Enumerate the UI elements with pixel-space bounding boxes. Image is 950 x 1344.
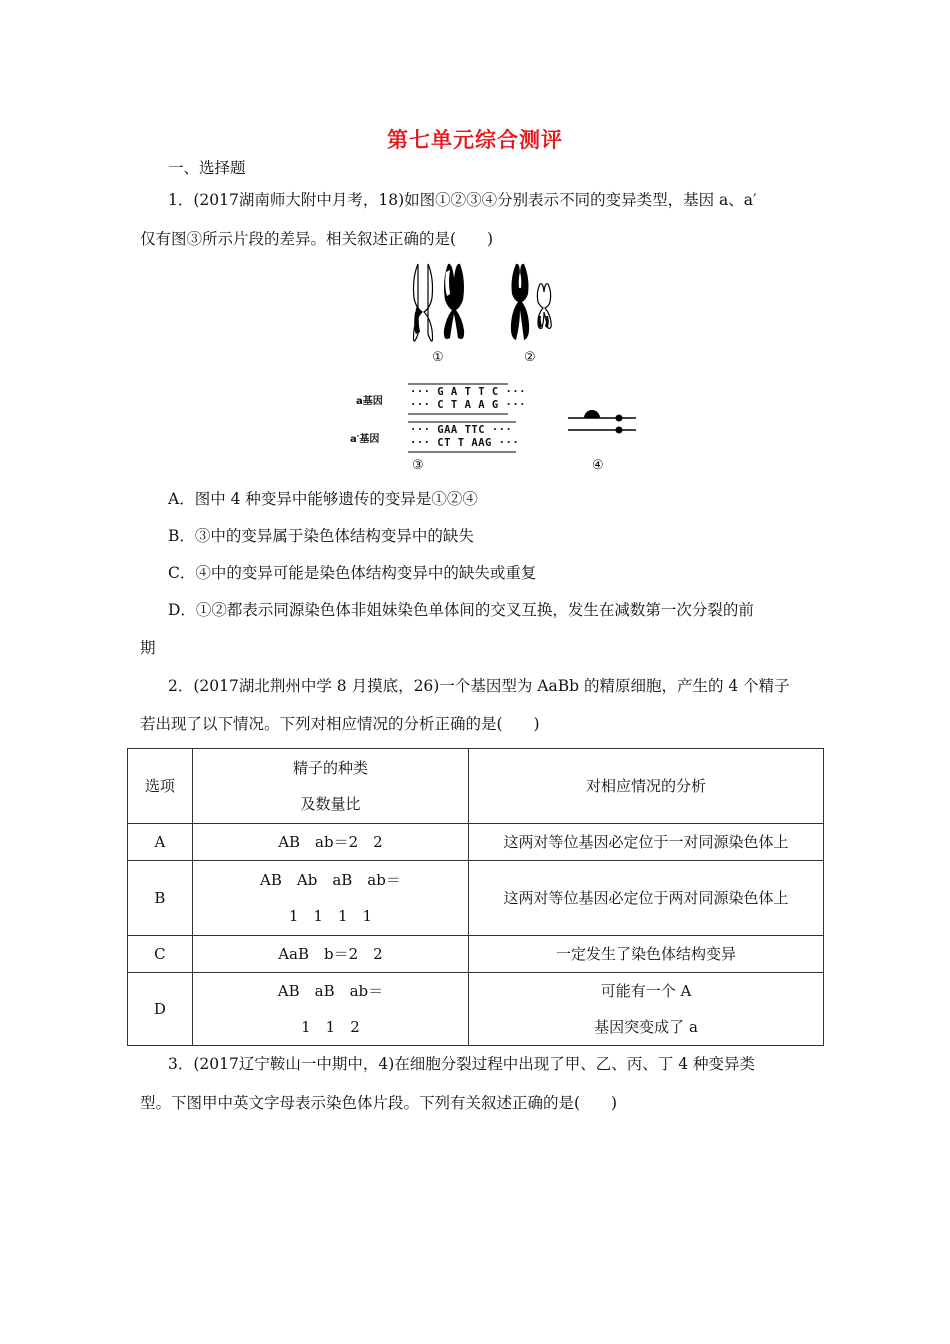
row-analysis: 这两对等位基因必定位于一对同源染色体上 <box>469 824 824 861</box>
q1-stem-line1: 1．(2017湖南师大附中月考，18)如图①②③④分别表示不同的变异类型，基因 a、a′ <box>168 191 757 209</box>
row-ratio <box>192 861 468 936</box>
table-row <box>128 973 824 1046</box>
figure-label-3: ③ <box>412 458 424 473</box>
seq-a-prime-bottom: ··· CT T AAG ··· <box>410 437 520 449</box>
q2-stem-line1: 2．(2017湖北荆州中学 8 月摸底，26)一个基因型为 AaBb 的精原细胞，产生的 4 个精子 <box>168 677 790 695</box>
row-ratio-line1: AB aB ab＝ <box>277 982 384 1000</box>
chromosome-pair-1 <box>414 264 465 341</box>
page-title: 第七单元综合测评 <box>387 128 563 152</box>
q1-option-d-line1: D．①②都表示同源染色体非姐妹染色单体间的交叉互换，发生在减数第一次分裂的前 <box>168 601 754 619</box>
q1-figure <box>340 258 640 476</box>
row-ratio-line2: 1 1 2 <box>301 1018 360 1036</box>
row-analysis: 一定发生了染色体结构变异 <box>469 936 824 973</box>
seq-a-bottom: ··· C T A A G ··· <box>410 399 526 411</box>
gene-a-label: a基因 <box>356 396 383 407</box>
header-sperm-types <box>192 749 468 824</box>
chromosome-segment-figure <box>568 410 636 434</box>
q1-option-c: C．④中的变异可能是染色体结构变异中的缺失或重复 <box>168 564 537 582</box>
q3-stem-line1: 3．(2017辽宁鞍山一中期中，4)在细胞分裂过程中出现了甲、乙、丙、丁 4 种变异类 <box>168 1055 755 1073</box>
header-sperm-types-line2: 及数量比 <box>300 795 361 813</box>
table-row <box>128 824 824 861</box>
q1-stem-line2: 仅有图③所示片段的差异。相关叙述正确的是( ) <box>140 230 494 248</box>
figure-label-1: ① <box>432 350 444 365</box>
row-analysis <box>469 973 824 1046</box>
row-option: D <box>128 973 193 1046</box>
q3-stem-line2: 型。下图甲中英文字母表示染色体片段。下列有关叙述正确的是( ) <box>140 1094 618 1112</box>
figure-label-2: ② <box>524 350 536 365</box>
q1-option-d-line2: 期 <box>140 639 156 657</box>
seq-a-top: ··· G A T T C ··· <box>410 386 526 398</box>
figure-label-4: ④ <box>592 458 604 473</box>
seq-a-prime-top: ··· GAA TTC ··· <box>410 424 513 436</box>
table-row <box>128 936 824 973</box>
row-option: C <box>128 936 193 973</box>
chromosome-pair-2 <box>511 264 551 340</box>
header-analysis: 对相应情况的分析 <box>469 749 824 824</box>
row-ratio-line2: 1 1 1 1 <box>288 907 373 925</box>
row-ratio-line1: AB Ab aB ab＝ <box>260 871 401 889</box>
row-analysis-line2: 基因突变成了 a <box>594 1018 698 1036</box>
row-option: A <box>128 824 193 861</box>
row-ratio: AaB b＝2 2 <box>192 936 468 973</box>
q1-option-b: B．③中的变异属于染色体结构变异中的缺失 <box>168 527 474 545</box>
q1-option-a: A．图中 4 种变异中能够遗传的变异是①②④ <box>168 490 478 508</box>
q2-table <box>127 748 824 1046</box>
row-analysis-line1: 可能有一个 A <box>600 982 692 1000</box>
table-header-row <box>128 749 824 824</box>
table-row <box>128 861 824 936</box>
header-sperm-types-line1: 精子的种类 <box>292 759 368 777</box>
gene-a-prime-label: a′基因 <box>350 434 380 445</box>
section-heading: 一、选择题 <box>168 159 246 177</box>
row-ratio: AB ab＝2 2 <box>192 824 468 861</box>
row-ratio <box>192 973 468 1046</box>
q2-stem-line2: 若出现了以下情况。下列对相应情况的分析正确的是( ) <box>140 715 540 733</box>
row-analysis: 这两对等位基因必定位于两对同源染色体上 <box>469 861 824 936</box>
header-option: 选项 <box>128 749 193 824</box>
row-option: B <box>128 861 193 936</box>
